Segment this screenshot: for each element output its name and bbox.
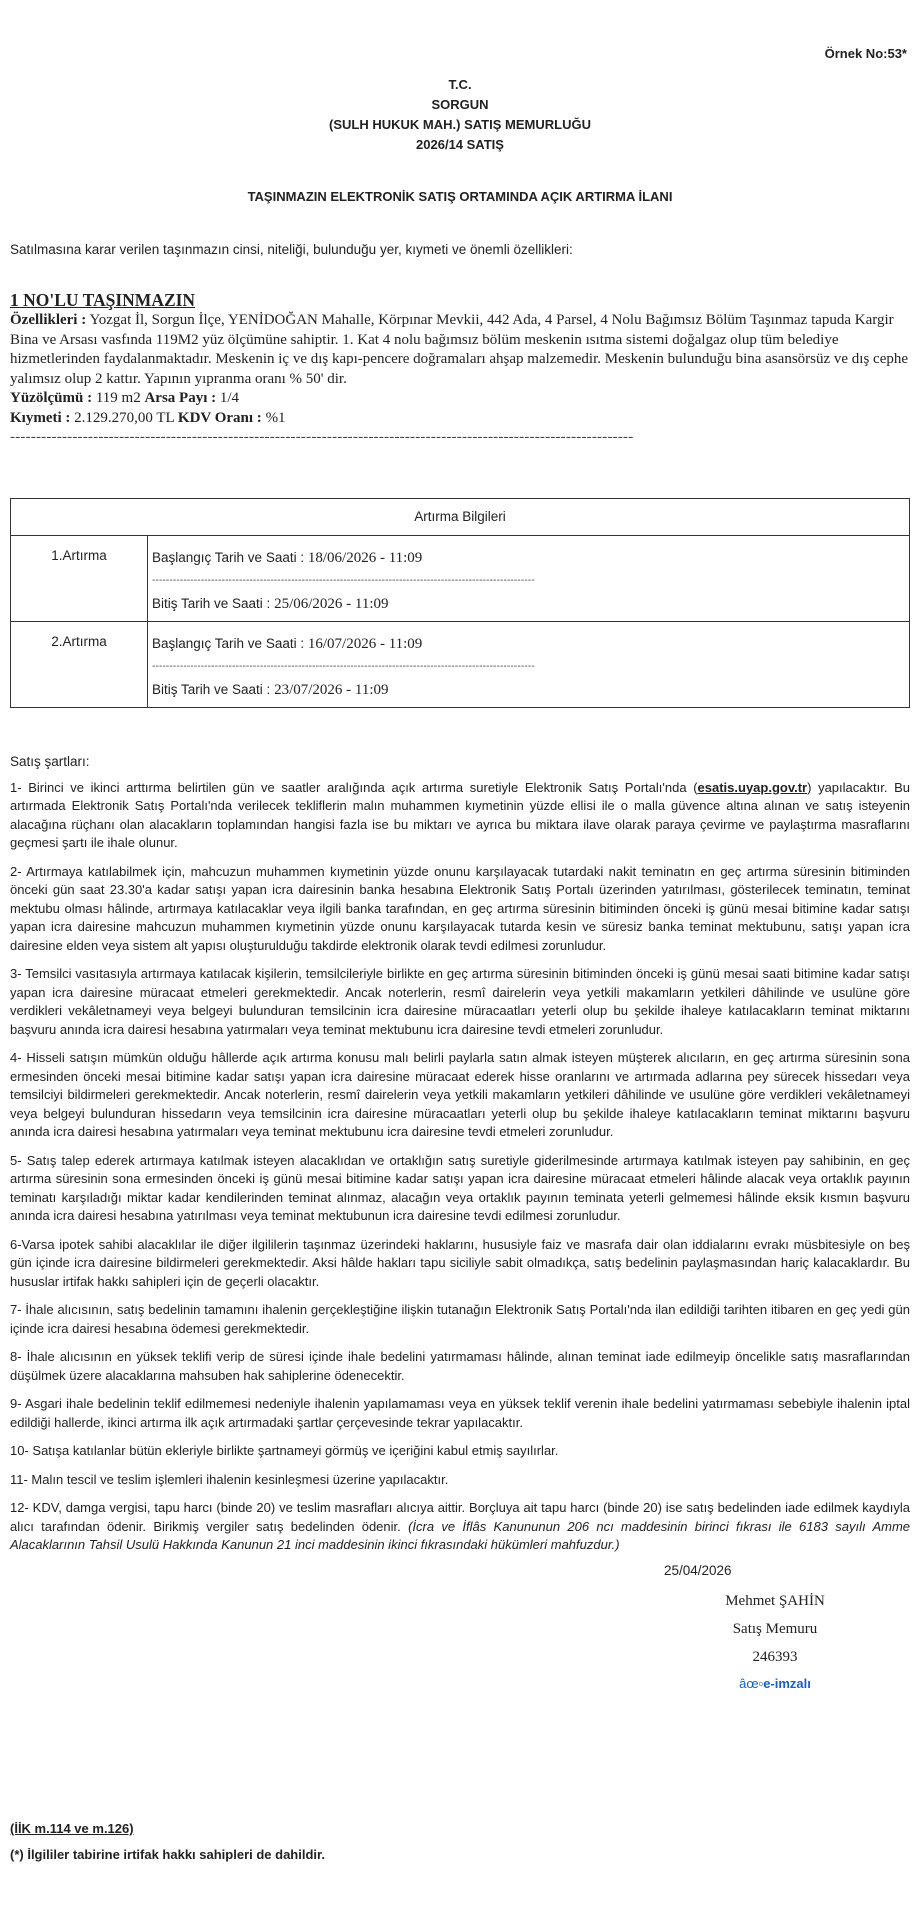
esatis-link[interactable]: esatis.uyap.gov.tr xyxy=(697,779,808,795)
baslangic-label: Başlangıç Tarih ve Saati : xyxy=(152,549,305,565)
header-city: SORGUN xyxy=(431,97,489,112)
tasinmaz-kiymet-row xyxy=(10,409,910,429)
kiymeti-label: Kıymeti : xyxy=(10,409,71,426)
sart-7: 7- İhale alıcısının, satış bedelinin tamamını ihalenin gerçekleştiğine ilişkin tutanağın Elektronik Satış Portalı'nda ilan edildiği tarihten itibaren en geç yedi gün içinde icra dairesi hesabına ödemesi gerekmektedir. xyxy=(10,1302,910,1336)
baslangic-value: 18/06/2026 - 11:09 xyxy=(307,549,423,566)
yuzolcumu-label: Yüzölçümü : xyxy=(10,390,93,406)
signature-name: Mehmet ŞAHİN xyxy=(725,1592,825,1609)
artirma-round-label: 1.Artırma xyxy=(11,535,148,621)
tasinmaz-ozellikleri xyxy=(10,311,910,389)
sart-10: 10- Satışa katılanlar bütün ekleriyle birlikte şartnameyi görmüş ve içeriğini kabul etmiş sayılırlar. xyxy=(10,1443,559,1458)
sart-12-italic: (İcra ve İflâs Kanununun 206 ncı maddesinin birinci fıkrası ile 6183 sayılı Amme Alacaklarının Tahsil Usulü Hakkında Kanunun 21 inci maddesinin ikinci fıkrasındaki hükümleri mahfuzdur.) xyxy=(10,1518,910,1552)
document-header xyxy=(10,75,910,155)
ozellikleri-label: Özellikleri : xyxy=(10,312,87,328)
ornek-no: Örnek No:53* xyxy=(824,46,907,61)
eimza-label: e-imzalı xyxy=(763,1675,811,1691)
sart-1 xyxy=(10,779,910,853)
kdv-value: %1 xyxy=(265,409,286,426)
bitis-label: Bitiş Tarih ve Saati : xyxy=(152,681,271,697)
intro-text: Satılmasına karar verilen taşınmazın cinsi, niteliği, bulunduğu yer, kıymeti ve önemli özellikleri: xyxy=(10,242,573,257)
sart-12 xyxy=(10,1499,910,1555)
sart-4: 4- Hisseli satışın mümkün olduğu hâllerde açık artırma konusu malı belirli paylarla satın almak isteyen müşterek alıcıların, en geç artırma süresinin sona ermesinden önceki mesai bitimine kadar satışı yapan icra dairesine müracaat ederek hisse oranlarını ve artırmada adlarına pey sürecek hissedarı veya temsilciyi bildirmeleri gerekmektedir. Ancak noterlerin, resmî dairelerin veya yetkili makamların yetkileri dâhilinde ve usulüne göre verdikleri vekâletnameyi veya belgeyi bulunduran hissedarın veya temsilcinin icra dairesine müracaatları yeterli olup bu şekilde ihaleye katılacakların teminat miktarını başvuru anında icra dairesi hesabına yatırmaları veya teminat mektubunu icra dairesine tevdi etmeleri zorunludur. xyxy=(10,1050,910,1139)
signature-title: Satış Memuru xyxy=(732,1620,818,1637)
bitis-label: Bitiş Tarih ve Saati : xyxy=(152,595,271,611)
tasinmaz-separator: ------------------------------------------------------------------------------------------------------------------------ xyxy=(10,429,634,445)
tasinmaz-yuzolcumu-row xyxy=(10,389,910,409)
sart-11: 11- Malın tescil ve teslim işlemleri ihalenin kesinleşmesi üzerine yapılacaktır. xyxy=(10,1471,449,1487)
artirma-table xyxy=(10,498,910,708)
sart-6: 6-Varsa ipotek sahibi alacaklılar ile diğer ilgililerin taşınmaz üzerindeki haklarını, hususiyle faiz ve masrafa dair olan iddialarını evrakı müsbitesiyle on beş gün içinde icra dairesine bildirmeleri gerekmektedir. Aksi hâlde hakları tapu siciliyle sabit olmadıkça, satış bedelinin paylaşmasından hariç kalacaklardır. Bu hususlar irtifak hakkı sahipleri için de geçerli olacaktır. xyxy=(10,1236,910,1289)
eimza-link[interactable] xyxy=(690,1676,860,1691)
baslangic-value: 16/07/2026 - 11:09 xyxy=(307,635,423,652)
signature-number: 246393 xyxy=(752,1648,798,1665)
sart-8: 8- İhale alıcısının en yüksek teklifi verip de süresi içinde ihale bedelini yatırmaması hâlinde, alınan teminat iade edilmeyip öncelikle satış masraflarından düşülmek üzere alacaklarına mahsuben hak sahiplerine ödenecektir. xyxy=(10,1349,910,1383)
tasinmaz-title: 1 NO'LU TAŞINMAZIN xyxy=(10,290,196,310)
header-tc: T.C. xyxy=(448,77,472,92)
sart-5: 5- Satış talep ederek artırmaya katılmak isteyen alacaklıdan ve ortaklığın satış suretiyle giderilmesinde artırmaya katılmak isteyen pay sahibinin, en geç artırma süresinin sona ermesinden önceki iş günü mesai bitimine kadar satışı yapan icra dairesine müracaat etmeleri hâlinde alacak veya ortaklık payının teminatı karşıladığı miktar kadar kendilerinden teminat alınmaz, alacağın veya ortaklık payının teminata yeterli gelmemesi hâlinde eksik kısmın başvuru anında icra dairesi hesabına yatırılması veya teminat mektubunun icra dairesine tevdi edilmesi zorunludur. xyxy=(10,1152,910,1223)
bitis-value: 25/06/2026 - 11:09 xyxy=(274,595,389,612)
ilan-title: TAŞINMAZIN ELEKTRONİK SATIŞ ORTAMINDA AÇIK ARTIRMA İLANI xyxy=(247,189,673,204)
footer-note: (*) İlgililer tabirine irtifak hakkı sahipleri de dahildir. xyxy=(10,1847,325,1862)
arsa-payi-value: 1/4 xyxy=(219,390,240,406)
footer-iik-reference: (İİK m.114 ve m.126) xyxy=(10,1821,134,1836)
kdv-label: KDV Oranı : xyxy=(177,409,262,426)
tasinmaz-section xyxy=(10,289,910,448)
arsa-payi-label: Arsa Payı : xyxy=(144,390,217,406)
artirma-dates xyxy=(148,621,910,707)
sart-3: 3- Temsilci vasıtasıyla artırmaya katılacak kişilerin, temsilcileriyle birlikte en geç artırma süresinin bitiminden önceki iş günü mesai saati bitimine kadar satışı yapan icra dairesine müracaat etmeleri gerekmektedir. Ancak noterlerin, resmî dairelerin veya yetkili makamların yetkileri dâhilinde ve usulüne göre verdikleri vekâletnameyi veya belgeyi bulunduran temsilcinin icra dairesine müracaatları yeterli olup bu şekilde ihaleye katılacakların teminat miktarını başvuru anında icra dairesi hesabına yatırmaları veya teminat mektubunu icra dairesine tevdi etmeleri zorunludur. xyxy=(10,966,910,1037)
sart-9: 9- Asgari ihale bedelinin teklif edilmemesi nedeniyle ihalenin yapılamaması veya en yüksek teklif verenin ihale bedelini yatırmaması sebebiyle ihalenin iptal edildiği hallerde, ikinci artırma ilk açık artırmadaki şartlar çerçevesinde tekrar yapılacaktır. xyxy=(10,1396,910,1430)
sart-1-post: ) yapılacaktır. Bu artırmada Elektronik Satış Portalı'nda verilecek tekliflerin malın muhammen kıymetinin yüzde ellisi ile o malla güvence altına alınan ve satış isteyenin alacağına rüçhanı olan alacakların toplamından hangisi fazla ise bu miktarı ve ayrıca bu miktara ilave olarak paraya çevirme ve paylaştırma masraflarını geçmesi şartı ile ihale olunur. xyxy=(10,779,910,850)
eimza-box-glyph: ▫ xyxy=(758,1675,764,1691)
bitis-value: 23/07/2026 - 11:09 xyxy=(274,681,389,698)
signature-block xyxy=(10,1563,910,1703)
eimza-garbled-glyphs: âœ xyxy=(739,1675,759,1691)
sart-2: 2- Artırmaya katılabilmek için, mahcuzun muhammen kıymetinin yüzde onunu karşılayacak tutardaki nakit teminatın en geç artırma süresinin bitiminden önceki gün saat 23.30'a kadar satışı yapan icra dairesinin banka hesabına Elektronik Satış Portalı üzerinden yatırılması, gösterilecek teminatın, teminat mektubu olması hâlinde, artırmaya katılacaklar veya ilgili banka tarafından, en geç artırma süresinin bitiminden önceki iş günü mesai bitimine kadar satışı yapan icra dairesine mahcuzun muhammen kıymetinin yüzde onunu karşılayacak tutarda kesin ve süresiz banka teminat mektubunu, satışı yapan icra dairesine elden veya sistem alt yapısı oluşturulduğu takdirde elektronik olarak tevdi edilmesi zorunludur. xyxy=(10,863,910,953)
signature-date: 25/04/2026 xyxy=(664,1562,732,1578)
sart-1-pre: 1- Birinci ve ikinci arttırma belirtilen gün ve saatler aralığında açık artırma suretiyle Elektronik Satış Portalı'nda ( xyxy=(10,779,698,795)
artirma-table-header: Artırma Bilgileri xyxy=(11,498,910,535)
kiymeti-value: 2.129.270,00 TL xyxy=(74,409,175,426)
artirma-row xyxy=(11,535,910,621)
date-separator: -------------------------------------------------------------------------------------------------------------- xyxy=(152,574,535,586)
baslangic-label: Başlangıç Tarih ve Saati : xyxy=(152,635,305,651)
artirma-round-label: 2.Artırma xyxy=(11,621,148,707)
artirma-dates xyxy=(148,535,910,621)
sart-12-text: 12- KDV, damga vergisi, tapu harcı (binde 20) ve teslim masrafları alıcıya aittir. Borçluya ait tapu harcı (binde 20) ise satış bedelinden iade edilmek kaydıyla alıcı tarafından ödenir. Birikmiş vergiler satış bedelinden ödenir. xyxy=(10,1500,910,1534)
yuzolcumu-value: 119 m2 xyxy=(95,390,141,406)
sartlar-title: Satış şartları: xyxy=(10,753,90,769)
date-separator: -------------------------------------------------------------------------------------------------------------- xyxy=(152,660,535,672)
header-office: (SULH HUKUK MAH.) SATIŞ MEMURLUĞU xyxy=(329,117,591,132)
artirma-row xyxy=(11,621,910,707)
header-file-no: 2026/14 SATIŞ xyxy=(416,137,504,152)
ozellikleri-text: Yozgat İl, Sorgun İlçe, YENİDOĞAN Mahalle, Körpınar Mevkii, 442 Ada, 4 Parsel, 4 Nolu Bağımsız Bölüm Taşınmaz tapuda Kargir Bina ve Arsası vasfında 119M2 yüz ölçümüne sahiptir. 1. Kat 4 nolu bağımsız bölüm meskenin ısıtma sistemi doğalgaz olup tüm belediye hizmetlerinden faydalanmaktadır. Meskenin iç ve dış kapı-pencere doğramaları ahşap malzemedir. Meskenin bulunduğu bina asansörsüz ve dış cephe yalımsız olup 2 kattır. Yapının yıpranma oranı % 50' dir. xyxy=(10,312,909,387)
